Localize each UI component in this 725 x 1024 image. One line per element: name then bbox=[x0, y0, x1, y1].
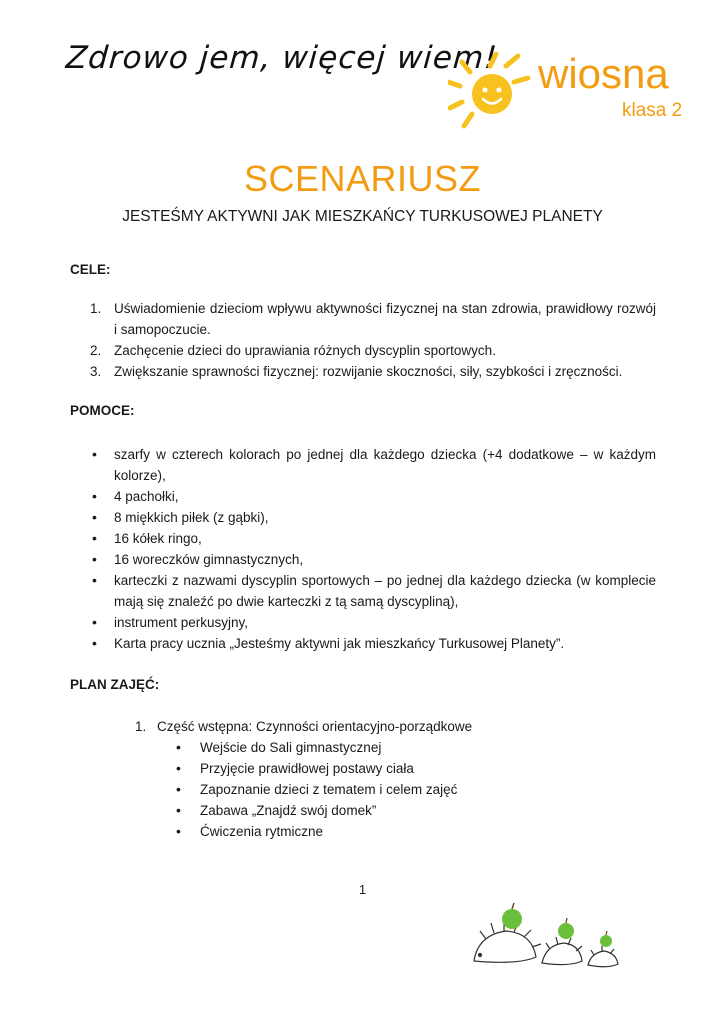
list-item: 2. Zachęcenie dzieci do uprawiania różnych dyscyplin sportowych. bbox=[90, 343, 496, 358]
plan-list bbox=[115, 716, 655, 737]
list-item: • Wejście do Sali gimnastycznej bbox=[176, 739, 382, 755]
list-item: 1. Uświadomienie dzieciom wpływu aktywności fizycznej na stan zdrowia, prawidłowy rozwój i samopoczucie. bbox=[90, 301, 656, 337]
list-item: • Karta pracy ucznia „Jesteśmy aktywni jak mieszkańcy Turkusowej Planety”. bbox=[92, 635, 565, 651]
logo-word: wiosna bbox=[538, 50, 669, 97]
list-item: • Zapoznanie dzieci z tematem i celem zajęć bbox=[176, 781, 458, 797]
document-title: SCENARIUSZ bbox=[243, 158, 482, 199]
list-item: • 8 miękkich piłek (z gąbki), bbox=[92, 509, 269, 525]
list-item: • 16 woreczków gimnastycznych, bbox=[92, 551, 304, 567]
plan-sublist bbox=[154, 737, 654, 842]
list-item: • karteczki z nazwami dyscyplin sportowych – po jednej dla każdego dziecka (w komplecie mają się znaleźć po dwie karteczki z tą samą dyscypliną), bbox=[92, 572, 656, 609]
handwritten-title: Zdrowo jem, więcej wiem! bbox=[64, 40, 499, 76]
pomoce-list bbox=[70, 444, 656, 654]
list-item: • Przyjęcie prawidłowej postawy ciała bbox=[176, 760, 414, 776]
logo-subtitle: klasa 2 bbox=[622, 100, 683, 121]
section-cele-label: CELE: bbox=[70, 262, 111, 277]
list-item: • 4 pachołki, bbox=[92, 488, 179, 504]
hedgehog-apple-icon bbox=[466, 895, 626, 975]
document-subtitle: JESTEŚMY AKTYWNI JAK MIESZKAŃCY TURKUSOWEJ PLANETY bbox=[122, 208, 603, 225]
list-item: • 16 kółek ringo, bbox=[92, 530, 202, 546]
list-item: • instrument perkusyjny, bbox=[92, 614, 249, 630]
list-item: • Zabawa „Znajdź swój domek” bbox=[176, 802, 377, 818]
list-item: 3. Zwiększanie sprawności fizycznej: rozwijanie skoczności, siły, szybkości i zręczności. bbox=[90, 364, 623, 379]
list-item: 1. Część wstępna: Czynności orientacyjno-porządkowe bbox=[135, 719, 473, 734]
page-number: 1 bbox=[358, 882, 367, 897]
cele-list bbox=[70, 298, 656, 382]
list-item: • szarfy w czterech kolorach po jednej dla każdego dziecka (+4 dodatkowe – w każdym kolorze), bbox=[92, 446, 656, 483]
section-pomoce-label: POMOCE: bbox=[70, 403, 135, 418]
list-item: • Ćwiczenia rytmiczne bbox=[176, 823, 324, 839]
section-plan-label: PLAN ZAJĘĆ: bbox=[70, 677, 160, 692]
